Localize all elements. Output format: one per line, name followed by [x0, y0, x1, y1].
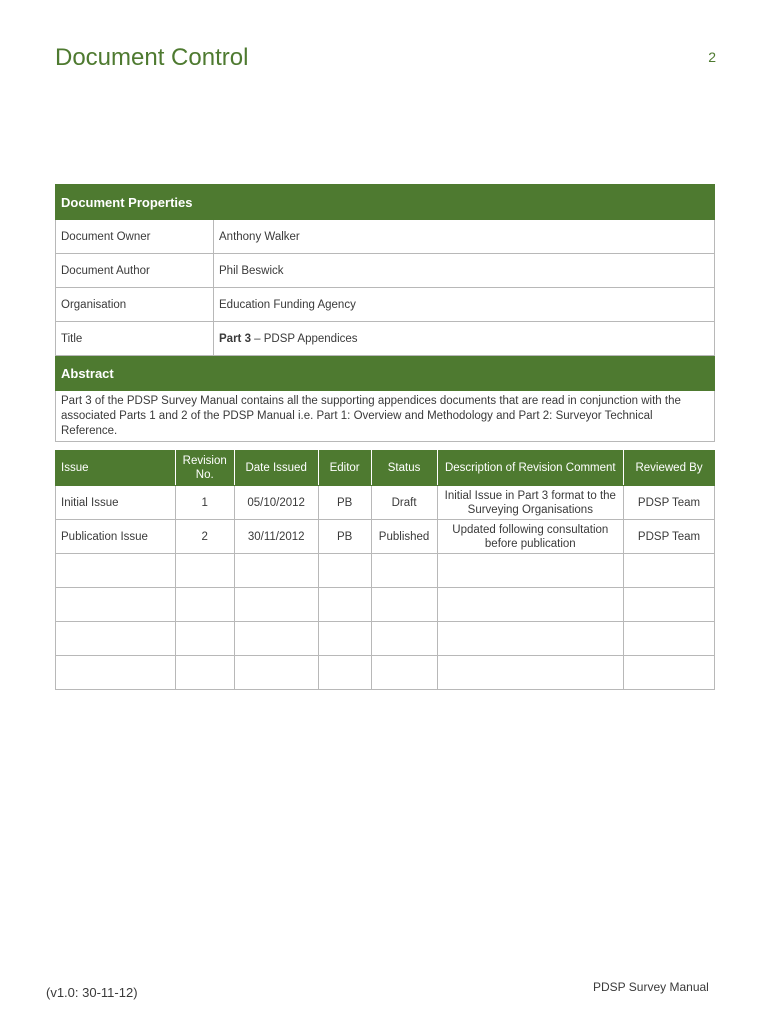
revision-status: Published [371, 520, 437, 554]
property-label: Document Author [56, 254, 214, 288]
revision-date: 05/10/2012 [234, 486, 318, 520]
title-part-label: Part 3 [219, 332, 251, 345]
abstract-heading: Abstract [56, 356, 715, 391]
column-header-description: Description of Revision Comment [437, 451, 624, 486]
revision-number: 1 [175, 486, 234, 520]
property-row [56, 220, 715, 254]
property-label: Title [56, 322, 214, 356]
page-number: 2 [708, 49, 716, 65]
document-properties-table [55, 184, 715, 442]
column-header-editor: Editor [318, 451, 371, 486]
revision-issue: Initial Issue [56, 486, 176, 520]
table-row [56, 520, 715, 554]
revision-reviewer: PDSP Team [624, 486, 715, 520]
revision-date: 30/11/2012 [234, 520, 318, 554]
revision-reviewer: PDSP Team [624, 520, 715, 554]
revision-description: Initial Issue in Part 3 format to the Surveying Organisations [437, 486, 624, 520]
column-header-status: Status [371, 451, 437, 486]
property-label: Organisation [56, 288, 214, 322]
manual-name: PDSP Survey Manual [593, 980, 709, 994]
title-row [56, 322, 715, 356]
page-title: Document Control [55, 44, 249, 71]
column-header-date-issued: Date Issued [234, 451, 318, 486]
table-row [56, 486, 715, 520]
property-value [214, 322, 715, 356]
revision-description: Updated following consultation before publication [437, 520, 624, 554]
property-value: Phil Beswick [214, 254, 715, 288]
column-header-revision-no: Revision No. [175, 451, 234, 486]
empty-table-row [56, 588, 715, 622]
title-part-name: – PDSP Appendices [250, 332, 358, 345]
property-value: Education Funding Agency [214, 288, 715, 322]
property-row [56, 288, 715, 322]
revision-status: Draft [371, 486, 437, 520]
revision-header-row [56, 451, 715, 486]
abstract-text: Part 3 of the PDSP Survey Manual contains all the supporting appendices documents that are read in conjunction with the associated Parts 1 and 2 of the PDSP Manual i.e. Part 1: Overview and Methodology and Part 2: Surveyor Technical Reference. [56, 391, 715, 442]
column-header-reviewed-by: Reviewed By [624, 451, 715, 486]
revision-history-table [55, 450, 715, 690]
property-value: Anthony Walker [214, 220, 715, 254]
property-row [56, 254, 715, 288]
empty-table-row [56, 622, 715, 656]
revision-editor: PB [318, 520, 371, 554]
empty-table-row [56, 554, 715, 588]
document-properties-heading: Document Properties [56, 185, 715, 220]
revision-issue: Publication Issue [56, 520, 176, 554]
revision-number: 2 [175, 520, 234, 554]
version-label: (v1.0: 30-11-12) [46, 985, 138, 1000]
property-label: Document Owner [56, 220, 214, 254]
column-header-issue: Issue [56, 451, 176, 486]
revision-editor: PB [318, 486, 371, 520]
empty-table-row [56, 656, 715, 690]
